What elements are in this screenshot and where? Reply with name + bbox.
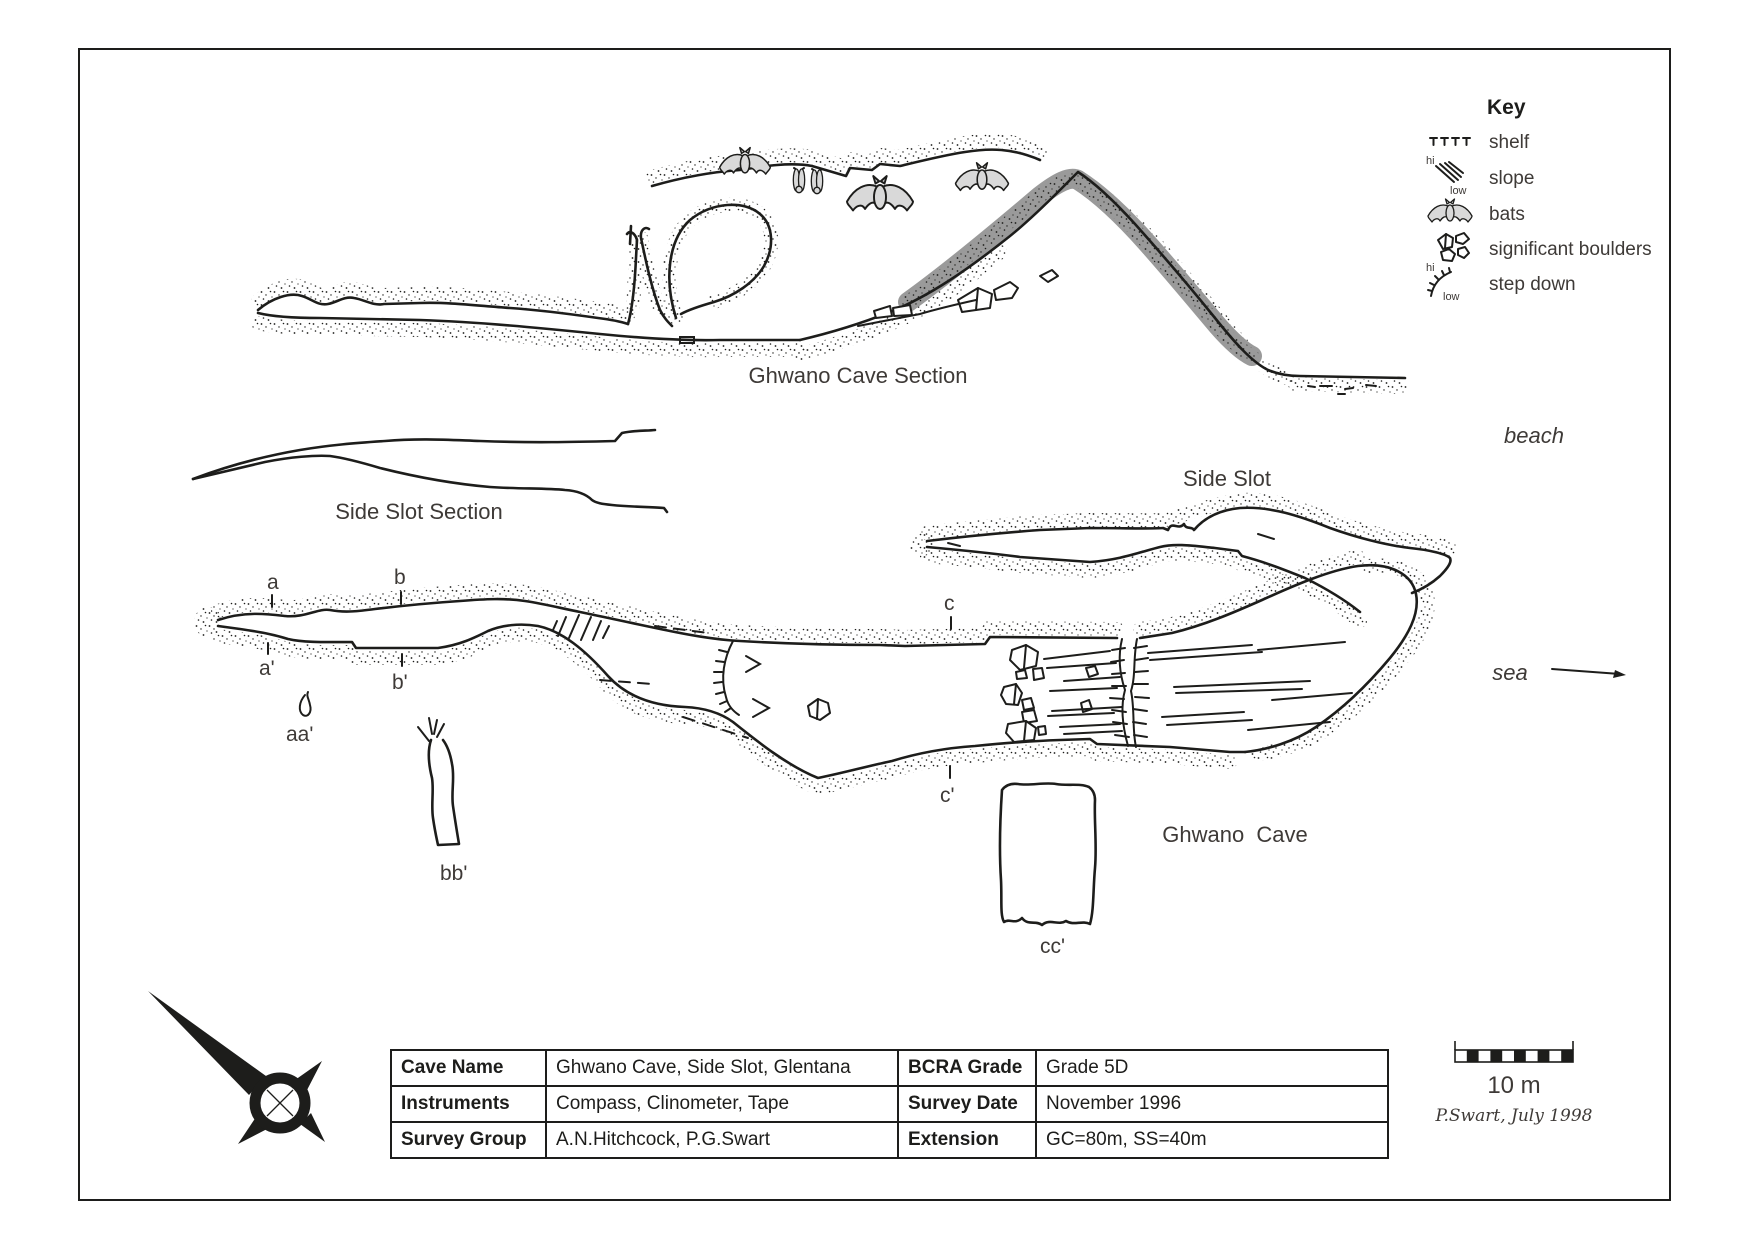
svg-text:a': a' [259,657,275,680]
key-boulders-label: significant boulders [1489,239,1652,260]
step-down-feature [714,641,739,715]
svg-text:a: a [267,571,279,594]
side-slot-section-profile [193,430,667,524]
table-row [391,1086,1388,1122]
svg-text:hi: hi [1426,262,1435,274]
step-down-icon [1426,262,1460,303]
svg-text:hi: hi [1426,155,1435,167]
table-row [391,1050,1388,1086]
survey-date-value: November 1996 [1036,1086,1388,1122]
survey-group-header: Survey Group [391,1122,546,1158]
bat-icon [956,163,1009,191]
survey-info-table [390,1049,1389,1159]
map-key [1426,96,1652,303]
bat-icon [847,176,913,211]
side-slot-label: Side Slot [1182,466,1272,491]
significant-boulders [1001,645,1098,742]
cc-label: cc' [1040,935,1066,958]
bcra-grade-header: BCRA Grade [898,1050,1036,1086]
cc-section [1000,783,1096,925]
surveyor-credit: P.Swart, July 1998 [1435,1106,1593,1126]
instruments-header: Instruments [391,1086,546,1122]
scale-label: 10 m [1487,1072,1541,1099]
ghwano-cave-label: Ghwano Cave [1162,822,1308,847]
ghwano-cave-plan [194,557,1626,847]
cave-name-header: Cave Name [391,1050,546,1086]
beach-label: beach [1504,423,1564,448]
side-slot-section-label: Side Slot Section [335,499,503,524]
slope-icon [1426,155,1467,197]
key-shelf-label: shelf [1489,132,1530,153]
aa-label: aa' [286,723,314,746]
bb-section [418,718,459,845]
svg-text:c: c [944,592,955,615]
key-bats-label: bats [1489,204,1525,225]
side-slot-plan [909,466,1451,621]
ghwano-cave-section-profile [258,141,1564,448]
slope-lines [1044,642,1352,734]
instruments-value: Compass, Clinometer, Tape [546,1086,898,1122]
ghwano-cave-section-label: Ghwano Cave Section [748,363,968,388]
cave-name-value: Ghwano Cave, Side Slot, Glentana [546,1050,898,1086]
survey-date-header: Survey Date [898,1086,1036,1122]
key-slope-label: slope [1489,168,1535,189]
svg-text:b: b [394,566,406,589]
extension-header: Extension [898,1122,1036,1158]
sea-arrow [1552,669,1626,678]
boulders-icon [1438,233,1469,261]
bat-icon [811,169,822,194]
svg-text:c': c' [940,784,955,807]
survey-group-value: A.N.Hitchcock, P.G.Swart [546,1122,898,1158]
bcra-grade-value: Grade 5D [1036,1050,1388,1086]
svg-text:low: low [1450,185,1467,197]
svg-text:b': b' [392,671,408,694]
sea-label: sea [1492,660,1528,685]
svg-text:low: low [1443,291,1460,303]
scale-bar [1435,1041,1593,1126]
bat-icon [793,168,804,193]
shelf-icon [1430,138,1470,145]
key-title: Key [1487,96,1526,119]
bb-label: bb' [440,862,468,885]
cross-sections [286,692,1096,958]
key-stepdown-label: step down [1489,274,1576,295]
extension-value: GC=80m, SS=40m [1036,1122,1388,1158]
bat-icon [1428,199,1472,222]
table-row [391,1122,1388,1158]
north-arrow [148,991,325,1144]
